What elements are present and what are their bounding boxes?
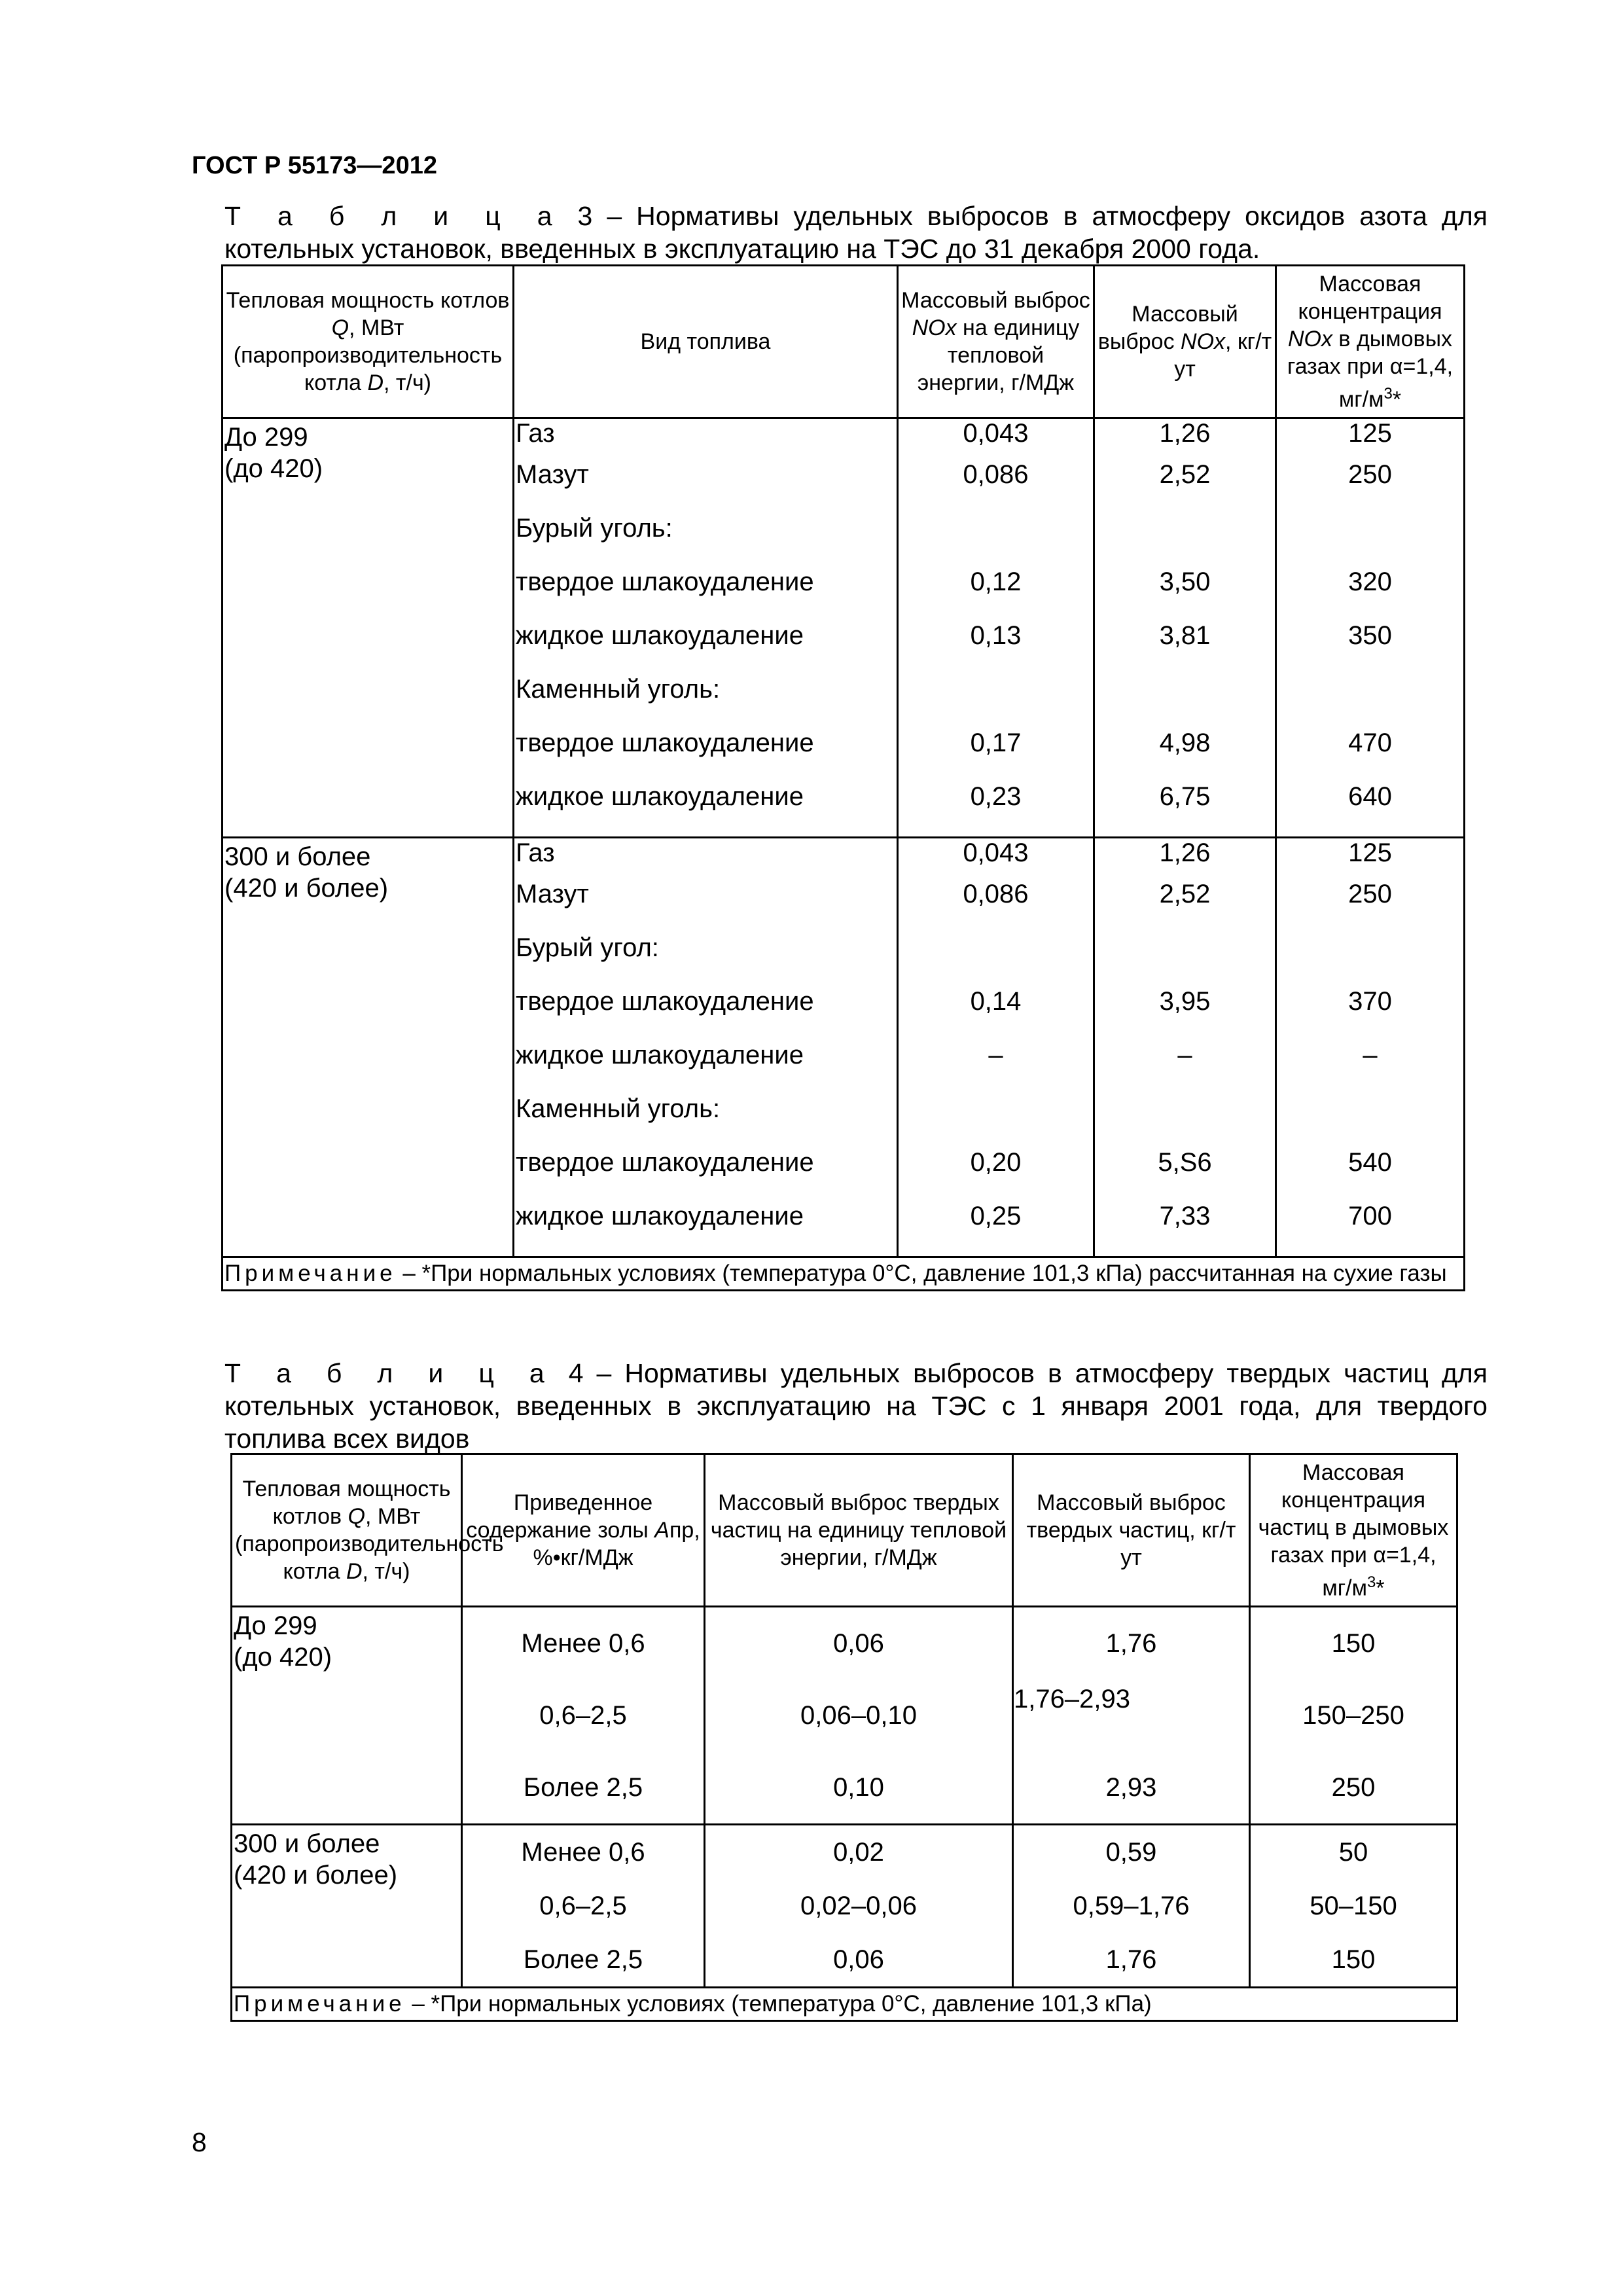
table4-value: 2,93 <box>1105 1773 1157 1803</box>
page-number: 8 <box>192 2127 207 2157</box>
fuel-type: Каменный уголь: <box>516 1094 721 1124</box>
table4-value: 150 <box>1331 1945 1376 1975</box>
fuel-type: Каменный уголь: <box>516 675 721 704</box>
fuel-type: Газ <box>516 419 555 448</box>
table4-value: 150–250 <box>1302 1701 1404 1731</box>
fuel-type: жидкое шлакоудаление <box>516 1041 804 1070</box>
table3-value <box>1277 501 1463 555</box>
table3-spacer <box>1095 823 1275 836</box>
table3-spacer <box>514 823 897 836</box>
table3-value: 370 <box>1348 987 1392 1016</box>
table4-note-text: – *При нормальных условиях (температура 0°С, давление 101,3 кПа) <box>405 1991 1152 2017</box>
table3-value <box>899 501 1093 555</box>
table3-value: 0,086 <box>963 460 1029 490</box>
table3-value <box>899 662 1093 716</box>
fuel-type: твердое шлакоудаление <box>516 728 814 758</box>
table3-header-capacity: Тепловая мощность котлов Q, МВт (паропроизводительность котла D, т/ч) <box>223 266 514 418</box>
table4-label: Т а б л и ц а <box>224 1358 556 1388</box>
table4 <box>230 1453 1458 2022</box>
table3-header-concentration: Массовая концентрация NOx в дымовых газах при α=1,4, $мг/м^3*$ <box>1276 266 1465 418</box>
table3-value: 0,043 <box>963 838 1029 868</box>
table4-value: 0,06–0,10 <box>800 1701 917 1731</box>
table3-column-cell <box>514 418 898 838</box>
table4-column-cell <box>705 1607 1013 1825</box>
table4-value: 0,59 <box>1105 1838 1157 1867</box>
table4-header-ash: Приведенное содержание золы Апр, %•кг/МДж <box>462 1454 705 1607</box>
table3-spacer <box>899 823 1093 836</box>
table3-spacer <box>514 1243 897 1256</box>
table4-column-cell <box>1013 1607 1250 1825</box>
table4-note-label: Примечание <box>234 1991 406 2017</box>
table3-value: 0,12 <box>970 567 1022 597</box>
table3-value: 250 <box>1348 880 1392 909</box>
table3-value: 3,81 <box>1159 621 1211 651</box>
fuel-type: твердое шлакоудаление <box>516 987 814 1016</box>
fuel-type: жидкое шлакоудаление <box>516 1202 804 1231</box>
table3-spacer <box>1277 1243 1463 1256</box>
table4-column-cell <box>462 1607 705 1825</box>
table4-value: Более 2,5 <box>523 1773 643 1803</box>
fuel-type: Мазут <box>516 460 589 490</box>
table3-value: – <box>1177 1041 1192 1070</box>
table3-caption-text: 3 – Нормативы удельных выбросов в атмосферу оксидов азота для котельных установок, введенных в эксплуатацию на ТЭС до 31 декабря 2000 года. <box>224 201 1488 264</box>
table3-value: 0,13 <box>970 621 1022 651</box>
table3-value: 0,23 <box>970 782 1022 812</box>
table4-group-row <box>232 1825 1457 1988</box>
table3-note-label: Примечание <box>224 1261 397 1287</box>
table4-caption-text: 4 – Нормативы удельных выбросов в атмосферу твердых частиц для котельных установок, введенных в эксплуатацию на ТЭС с 1 января 2001 года, для твердого топлива всех видов <box>224 1358 1488 1454</box>
table4-value: 0,6–2,5 <box>539 1701 627 1731</box>
fuel-type: твердое шлакоудаление <box>516 567 814 597</box>
table3-header-mass-per-energy: Массовый выброс NOx на единицу тепловой энергии, г/МДж <box>898 266 1094 418</box>
table3-value: 0,14 <box>970 987 1022 1016</box>
table3-value: 320 <box>1348 567 1392 597</box>
table3-value <box>1095 501 1275 555</box>
table4-column-cell <box>1250 1825 1457 1988</box>
table4-value: 0,6–2,5 <box>539 1892 627 1921</box>
fuel-type: Бурый угол: <box>516 933 659 963</box>
table3-column-cell <box>1094 838 1276 1257</box>
table3-value <box>899 921 1093 975</box>
table3-value: 700 <box>1348 1202 1392 1231</box>
table3-group-row <box>223 418 1465 838</box>
table4-value: 0,02 <box>833 1838 884 1867</box>
table3-spacer <box>1277 823 1463 836</box>
fuel-type: жидкое шлакоудаление <box>516 621 804 651</box>
table4-caption <box>224 1357 1488 1455</box>
table3-column-cell <box>1094 418 1276 838</box>
table3-value <box>1277 662 1463 716</box>
table3-value: 640 <box>1348 782 1392 812</box>
table3-value: – <box>1363 1041 1378 1070</box>
table3 <box>221 264 1465 1291</box>
table3-note-row <box>223 1257 1465 1291</box>
table3-value: 4,98 <box>1159 728 1211 758</box>
table3-caption <box>224 200 1488 265</box>
table4-column-cell <box>1250 1607 1457 1825</box>
table3-value: 0,086 <box>963 880 1029 909</box>
table3-value: 0,17 <box>970 728 1022 758</box>
table3-label: Т а б л и ц а <box>224 201 563 231</box>
table4-value: 0,10 <box>833 1773 884 1803</box>
table3-value <box>899 1082 1093 1136</box>
table3-value: 5,S6 <box>1158 1148 1212 1177</box>
table4-value: 1,76 <box>1105 1945 1157 1975</box>
table4-value: Более 2,5 <box>523 1945 643 1975</box>
table4-value: Менее 0,6 <box>521 1629 645 1659</box>
table3-header-row <box>223 266 1465 418</box>
table3-column-cell <box>1276 838 1465 1257</box>
table3-value: 1,26 <box>1159 419 1211 448</box>
table4-value: 0,06 <box>833 1629 884 1659</box>
table3-column-cell <box>514 838 898 1257</box>
table3-column-cell <box>898 418 1094 838</box>
document-header: ГОСТ Р 55173—2012 <box>192 152 437 179</box>
table3-value: 350 <box>1348 621 1392 651</box>
table4-value: 150 <box>1331 1629 1376 1659</box>
table3-value: 125 <box>1348 838 1392 868</box>
table3-capacity-cell: 300 и более (420 и более) <box>223 838 514 1257</box>
fuel-type: жидкое шлакоудаление <box>516 782 804 812</box>
table3-value: 3,50 <box>1159 567 1211 597</box>
table3-body <box>223 418 1465 1257</box>
table3-value: 2,52 <box>1159 460 1211 490</box>
table3-capacity-cell: До 299 (до 420) <box>223 418 514 838</box>
table4-header-row <box>232 1454 1457 1607</box>
table3-value: 2,52 <box>1159 880 1211 909</box>
table3-header-mass-per-ton: Массовый выброс NOx, кг/т ут <box>1094 266 1276 418</box>
table4-body <box>232 1607 1457 1988</box>
table3-value: 540 <box>1348 1148 1392 1177</box>
fuel-type: Газ <box>516 838 555 868</box>
table4-value: 0,06 <box>833 1945 884 1975</box>
table4-value: 50 <box>1338 1838 1368 1867</box>
table4-column-cell <box>1013 1825 1250 1988</box>
table4-value: 0,02–0,06 <box>800 1892 917 1921</box>
table3-spacer <box>899 1243 1093 1256</box>
table4-value: Менее 0,6 <box>521 1838 645 1867</box>
table3-value: 250 <box>1348 460 1392 490</box>
table3-column-cell <box>1276 418 1465 838</box>
table3-value <box>1277 921 1463 975</box>
table3-value: 6,75 <box>1159 782 1211 812</box>
table3-spacer <box>1095 1243 1275 1256</box>
table3-value: 1,26 <box>1159 838 1211 868</box>
table3-value: 0,20 <box>970 1148 1022 1177</box>
table3-value: 470 <box>1348 728 1392 758</box>
table4-column-cell <box>705 1825 1013 1988</box>
fuel-type: твердое шлакоудаление <box>516 1148 814 1177</box>
table3-column-cell <box>898 838 1094 1257</box>
table3-value: 125 <box>1348 419 1392 448</box>
table4-value: 250 <box>1331 1773 1376 1803</box>
table4-capacity-cell: 300 и более (420 и более) <box>232 1825 462 1988</box>
table3-value: 0,043 <box>963 419 1029 448</box>
table3-header-fuel: Вид топлива <box>514 266 898 418</box>
table3-value <box>1095 921 1275 975</box>
table3-value: 3,95 <box>1159 987 1211 1016</box>
table3-note <box>223 1257 1465 1291</box>
fuel-type: Мазут <box>516 880 589 909</box>
table3-note-text: – *При нормальных условиях (температура 0°С, давление 101,3 кПа) рассчитанная на сухие газы <box>396 1261 1447 1287</box>
table4-group-row <box>232 1607 1457 1825</box>
table4-header-mass-per-energy: Массовый выброс твердых частиц на единицу тепловой энергии, г/МДж <box>705 1454 1013 1607</box>
table3-value <box>1277 1082 1463 1136</box>
table4-value: 0,59–1,76 <box>1073 1892 1190 1921</box>
table3-value: 0,25 <box>970 1202 1022 1231</box>
table4-note-row <box>232 1988 1457 2021</box>
table3-value <box>1095 1082 1275 1136</box>
table3-value <box>1095 662 1275 716</box>
table3-value: – <box>988 1041 1003 1070</box>
table4-capacity-cell: До 299 (до 420) <box>232 1607 462 1825</box>
table4-header-capacity: Тепловая мощность котлов Q, МВт (паропроизводительность котла D, т/ч) <box>232 1454 462 1607</box>
table4-value: 50–150 <box>1310 1892 1397 1921</box>
table3-group-row <box>223 838 1465 1257</box>
table4-value: 1,76–2,93 <box>1014 1685 1130 1714</box>
table4-column-cell <box>462 1825 705 1988</box>
table3-value: 7,33 <box>1159 1202 1211 1231</box>
table4-value: 1,76 <box>1105 1629 1157 1659</box>
table4-header-concentration: Массовая концентрация частиц в дымовых газах при α=1,4, $мг/м^3*$ <box>1250 1454 1457 1607</box>
fuel-type: Бурый уголь: <box>516 514 673 543</box>
table4-header-mass-per-ton: Массовый выброс твердых частиц, кг/т ут <box>1013 1454 1250 1607</box>
table4-note <box>232 1988 1457 2021</box>
